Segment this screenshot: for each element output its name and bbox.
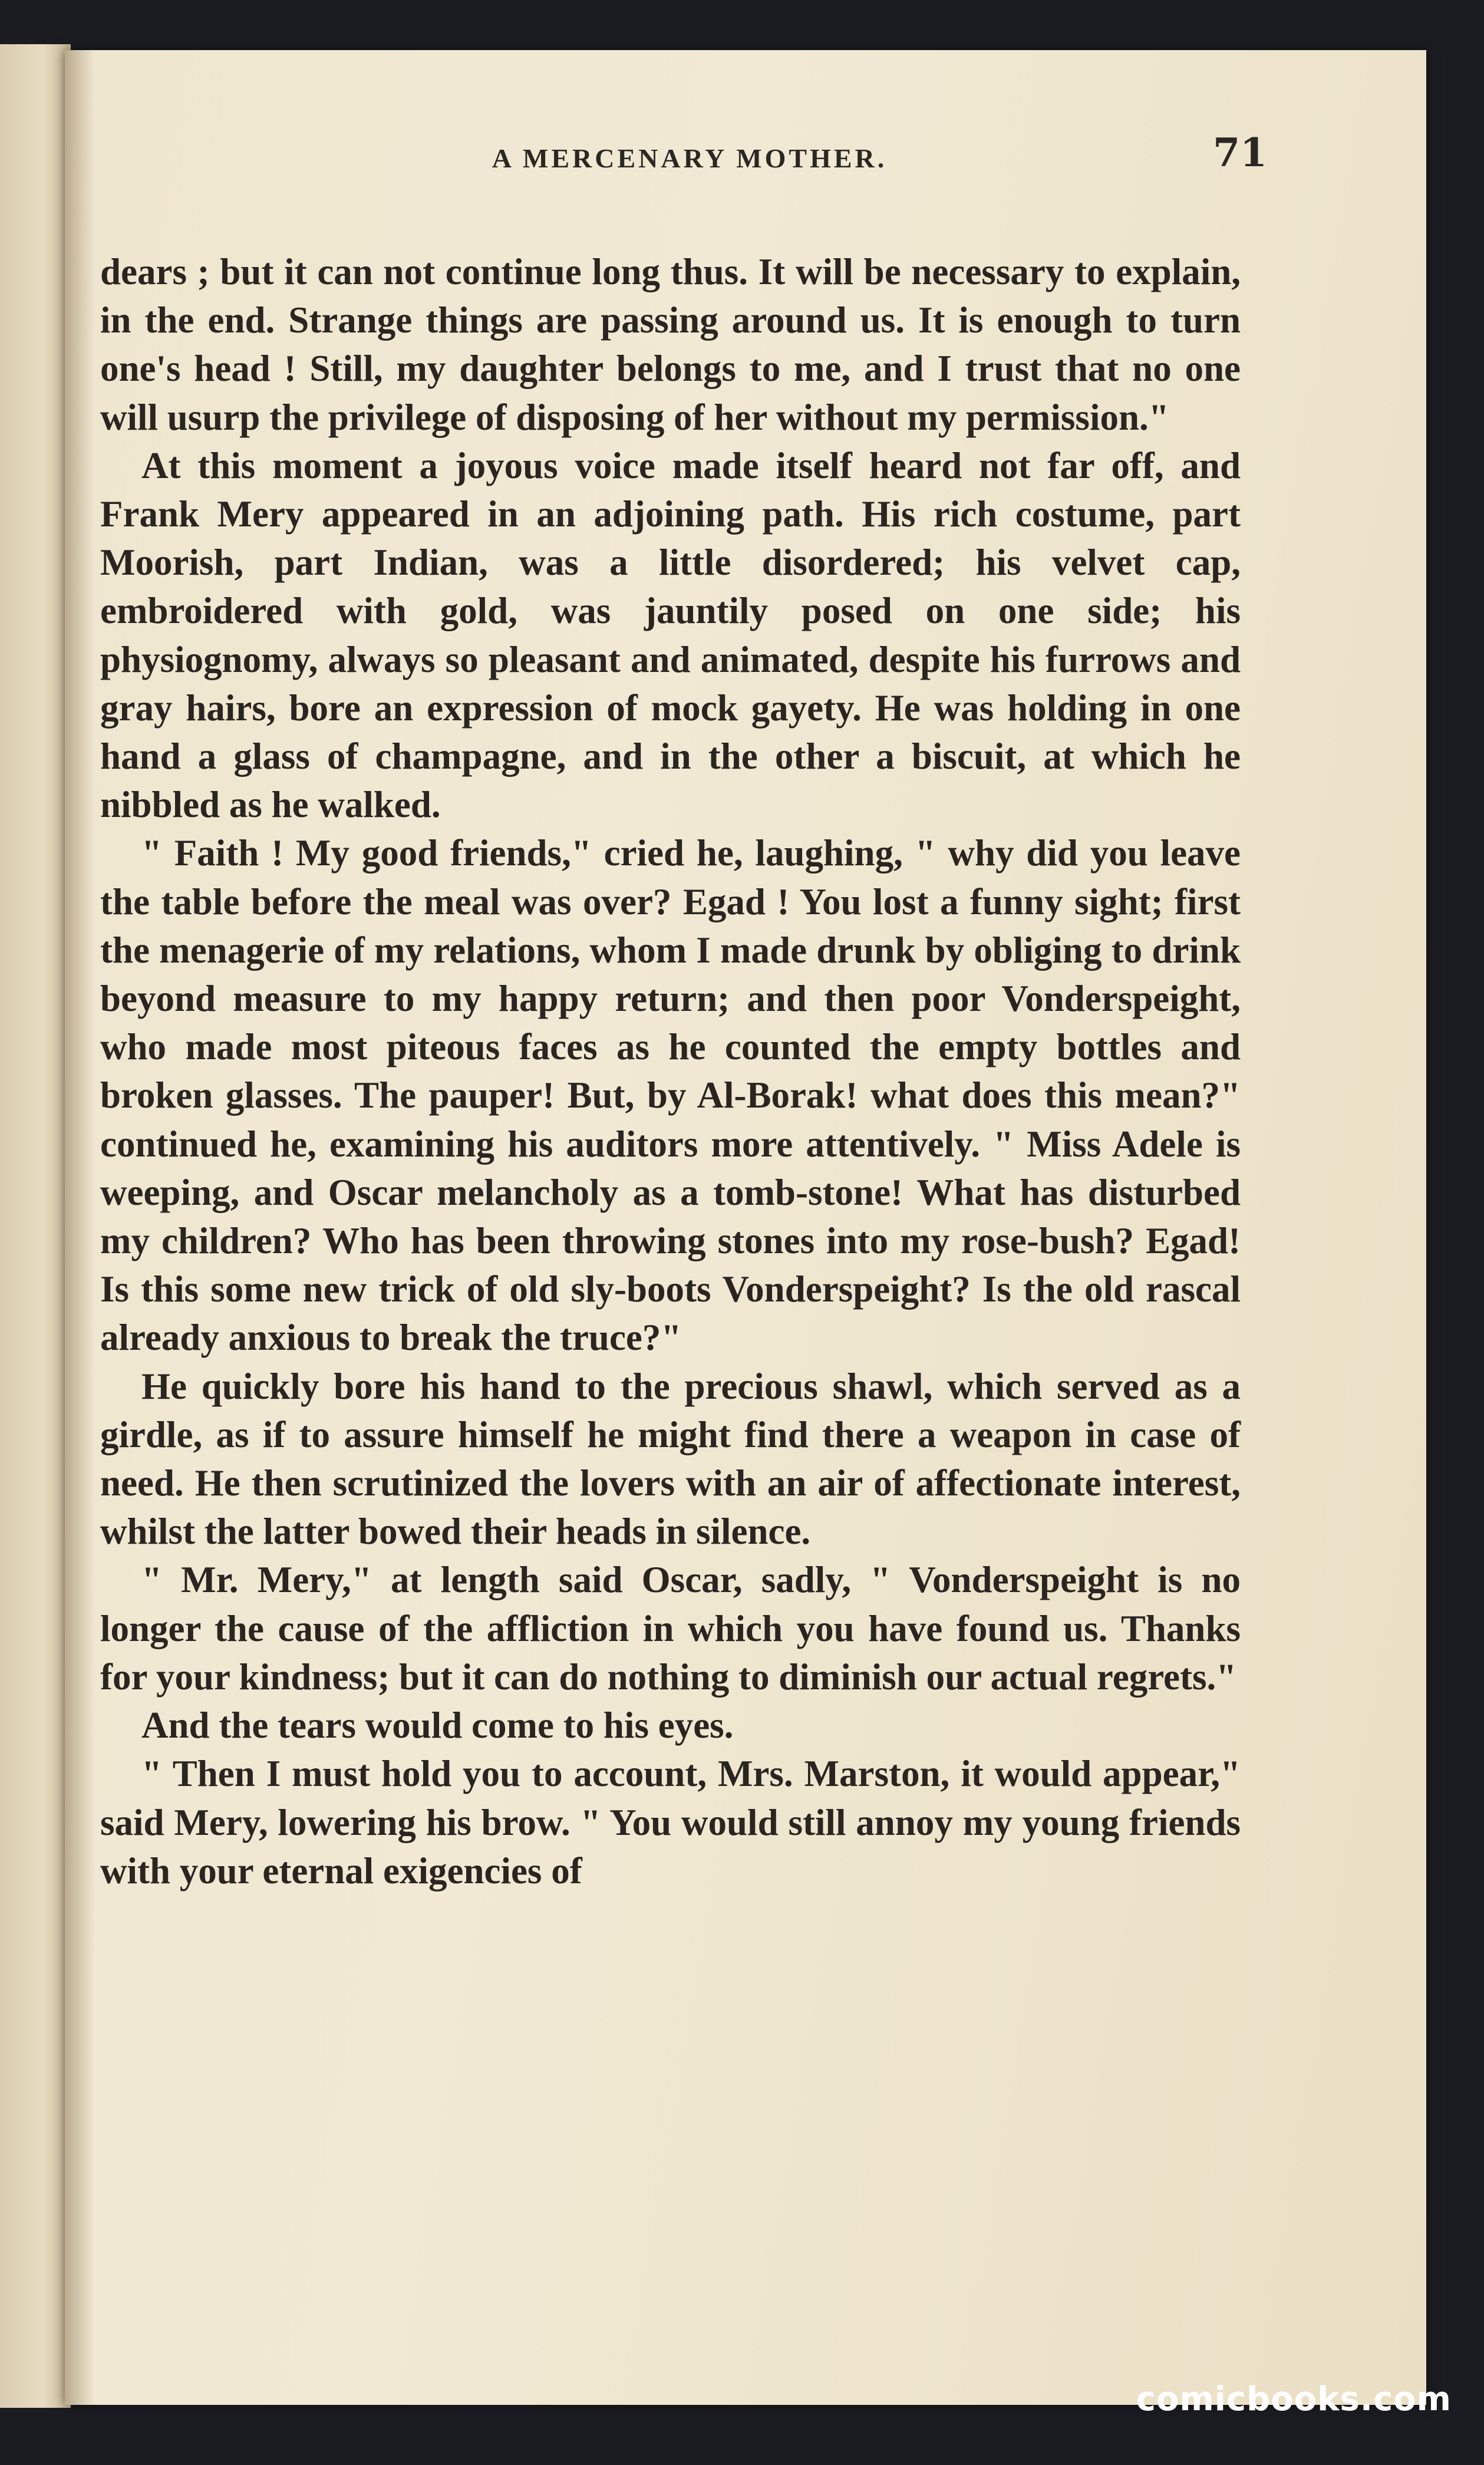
paragraph: He quickly bore his hand to the precious shawl, which served as a girdle, as if to assure himself he might find there a weapon in case of need. He then scrutinized the lovers with an air of affectionate interest, whilst the latter bowed their heads in silence. bbox=[100, 1365, 1241, 1553]
paragraph: " Mr. Mery," at length said Oscar, sadly, " Vonderspeight is no longer the cause of the affliction in which you have found us. Thanks for your kindness; but it can do nothing to diminish our actual regrets." bbox=[100, 1559, 1241, 1698]
paragraph: dears ; but it can not continue long thus. It will be necessary to explain, in the end. Strange things are passing around us. It is enough to turn one's head ! Still, my daughter belongs to me, and I trust that no one will usurp the privilege of disposing of her without my permission." bbox=[100, 251, 1241, 438]
page-number: 71 bbox=[1213, 130, 1267, 176]
watermark: comicbooks.com bbox=[1136, 2380, 1452, 2418]
previous-page-edge bbox=[0, 44, 71, 2408]
body-text bbox=[100, 248, 1241, 1895]
page-gutter-shadow bbox=[65, 50, 94, 2405]
running-head bbox=[88, 130, 1291, 195]
running-title: A MERCENARY MOTHER. bbox=[492, 143, 888, 173]
paragraph: And the tears would come to his eyes. bbox=[141, 1705, 734, 1746]
paragraph: " Faith ! My good friends," cried he, laughing, " why did you leave the table before the meal was over? Egad ! You lost a funny sight; first the menagerie of my relations, whom I made drunk by obliging to drink beyond measure to my happy return; and then poor Vonderspeight, who made most piteous faces as he counted the empty bottles and broken glasses. The pauper! But, by Al-Borak! what does this mean?" continued he, examining his auditors more attentively. " Miss Adele is weeping, and Oscar melancholy as a tomb-stone! What has disturbed my children? Who has been throwing stones into my rose-bush? Egad! Is this some new trick of old sly-boots Vonderspeight? Is the old rascal already anxious to break the truce?" bbox=[100, 832, 1241, 1359]
paragraph: " Then I must hold you to account, Mrs. Marston, it would appear," said Mery, lowering his brow. " You would still annoy my young friends with your eternal exigencies of bbox=[100, 1753, 1241, 1891]
paragraph: At this moment a joyous voice made itself heard not far off, and Frank Mery appeared in an adjoining path. His rich costume, part Moorish, part Indian, was a little disordered; his velvet cap, embroidered with gold, was jauntily posed on one side; his physiognomy, always so pleasant and animated, despite his furrows and gray hairs, bore an expression of mock gayety. He was holding in one hand a glass of champagne, and in the other a biscuit, at which he nibbled as he walked. bbox=[100, 444, 1241, 826]
